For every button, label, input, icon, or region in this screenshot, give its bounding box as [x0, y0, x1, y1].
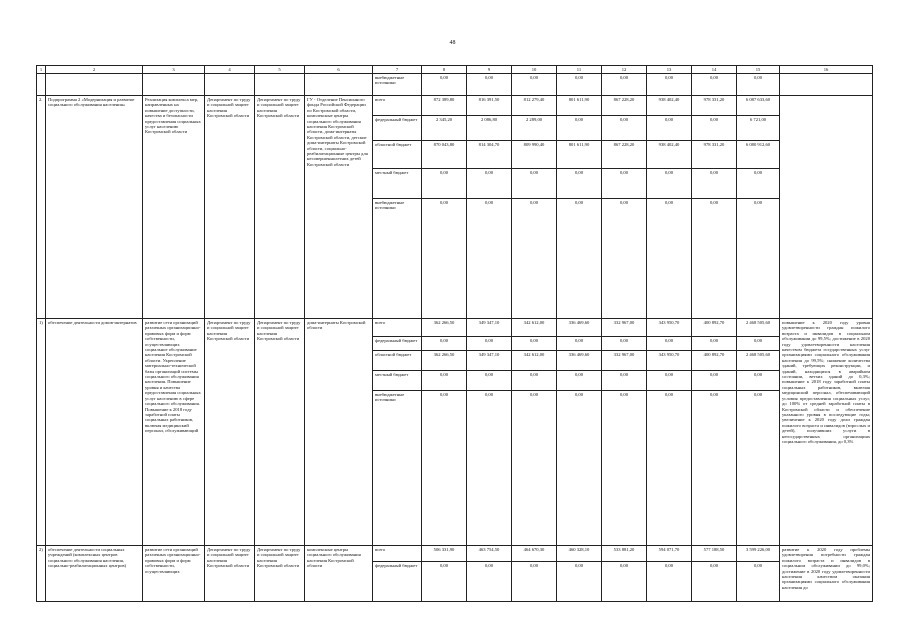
- funding-source: внебюджетные источники: [373, 199, 422, 319]
- funding-source: областной бюджет: [373, 141, 422, 169]
- amount-cell: 0,00: [647, 74, 692, 96]
- amount-cell: 801 611,90: [557, 141, 602, 169]
- amount-cell: 0,00: [512, 562, 557, 602]
- amount-cell: 0,00: [692, 391, 737, 546]
- amount-cell: 0,00: [602, 371, 647, 391]
- amount-cell: 533 881,20: [602, 546, 647, 562]
- amount-cell: 594 071,70: [647, 546, 692, 562]
- col-num: 12: [602, 66, 647, 74]
- col-num: 14: [692, 66, 737, 74]
- amount-cell: 0,00: [602, 74, 647, 96]
- amount-cell: 938 402,40: [647, 96, 692, 116]
- funding-source: всего: [373, 546, 422, 562]
- funding-source: областной бюджет: [373, 351, 422, 371]
- amount-cell: 6 087 633,60: [737, 96, 780, 116]
- amount-cell: 0,00: [647, 562, 692, 602]
- funding-source: федеральный бюджет: [373, 337, 422, 351]
- amount-cell: 978 331,20: [692, 141, 737, 169]
- amount-cell: 2 345,20: [422, 116, 467, 141]
- amount-cell: 2 289,00: [512, 116, 557, 141]
- amount-cell: 0,00: [647, 391, 692, 546]
- amount-cell: 0,00: [557, 116, 602, 141]
- amount-cell: 0,00: [422, 371, 467, 391]
- amount-cell: 0,00: [422, 74, 467, 96]
- amount-cell: 0,00: [422, 169, 467, 199]
- table-row: [37, 96, 873, 116]
- col-num: 4: [205, 66, 255, 74]
- amount-cell: 0,00: [692, 74, 737, 96]
- amount-cell: 577 188,50: [692, 546, 737, 562]
- amount-cell: 0,00: [557, 562, 602, 602]
- col-num: 10: [512, 66, 557, 74]
- group-coexecutor: Департамент по труду и социальной защите населения Костромской области: [255, 96, 305, 319]
- funding-source: федеральный бюджет: [373, 562, 422, 602]
- group-executor: Департамент по труду и социальной защите населения Костромской области: [205, 319, 255, 546]
- program-table: [36, 65, 873, 602]
- amount-cell: 0,00: [737, 371, 780, 391]
- amount-cell: 0,00: [692, 562, 737, 602]
- amount-cell: 0,00: [467, 371, 512, 391]
- col-num: 2: [46, 66, 143, 74]
- amount-cell: 809 990,40: [512, 141, 557, 169]
- amount-cell: 867 228,20: [602, 96, 647, 116]
- group-number: 2): [37, 546, 46, 602]
- col-num: 15: [737, 66, 780, 74]
- col-num: 3: [143, 66, 205, 74]
- group-recipient: ГУ - Отделение Пенсионного фонда Российской Федерации по Костромской области, комплексные центры социального обслуживания населения Костромской области, дома-интернаты Костромской области, детские дома-интернаты Костромской области, социально-реабилитационные центры для несовершеннолетних детей Костромской области: [305, 96, 373, 319]
- group-goal: развитие сети организаций различных организационно-правовых форм и форм собственности, осуществляющих социальное обслуживание населения Костромской области. Укрепление материально-технической базы организаций системы социального обслуживания населения. Повышение уровня и качества предоставления социальных услуг населению в сфере социального обслуживания. Повышение к 2018 году заработной платы социальных работников, включая медицинский персонал, обслуживающий: [143, 319, 205, 546]
- group-coexecutor: Департамент по труду и социальной защите населения Костромской области: [255, 546, 305, 602]
- amount-cell: 867 228,20: [602, 141, 647, 169]
- amount-cell: 0,00: [602, 116, 647, 141]
- amount-cell: 2 086,80: [467, 116, 512, 141]
- funding-source: местный бюджет: [373, 169, 422, 199]
- amount-cell: 0,00: [737, 391, 780, 546]
- amount-cell: 463 754,50: [467, 546, 512, 562]
- amount-cell: 812 279,40: [512, 96, 557, 116]
- amount-cell: 336 469,60: [557, 319, 602, 337]
- amount-cell: 0,00: [602, 562, 647, 602]
- amount-cell: 332 967,00: [602, 319, 647, 337]
- continued-row: [37, 74, 873, 96]
- funding-source: внебюджетные источники: [373, 391, 422, 546]
- amount-cell: 0,00: [422, 562, 467, 602]
- amount-cell: 0,00: [557, 391, 602, 546]
- amount-cell: 0,00: [602, 169, 647, 199]
- col-num: 11: [557, 66, 602, 74]
- amount-cell: 0,00: [602, 199, 647, 319]
- amount-cell: 0,00: [422, 337, 467, 351]
- col-num: 13: [647, 66, 692, 74]
- amount-cell: 0,00: [692, 371, 737, 391]
- amount-cell: 0,00: [512, 199, 557, 319]
- group-number: 2.: [37, 96, 46, 319]
- amount-cell: 0,00: [557, 169, 602, 199]
- amount-cell: 816 391,50: [467, 96, 512, 116]
- page-number: 48: [449, 40, 456, 46]
- amount-cell: 0,00: [692, 199, 737, 319]
- amount-cell: 332 967,00: [602, 351, 647, 371]
- amount-cell: 0,00: [512, 391, 557, 546]
- group-goal: развитие сети организаций различных организационно-правовых форм и форм собственности, осуществляющих: [143, 546, 205, 602]
- expected-result: [780, 96, 873, 319]
- amount-cell: 0,00: [602, 337, 647, 351]
- amount-cell: 0,00: [692, 169, 737, 199]
- amount-cell: 342 612,00: [512, 351, 557, 371]
- amount-cell: 0,00: [647, 337, 692, 351]
- col-num: 1: [37, 66, 46, 74]
- group-executor: Департамент по труду и социальной защите населения Костромской области: [205, 96, 255, 319]
- col-num: 7: [373, 66, 422, 74]
- funding-source: всего: [373, 96, 422, 116]
- amount-cell: 362 266,50: [422, 319, 467, 337]
- amount-cell: 0,00: [467, 169, 512, 199]
- amount-cell: 0,00: [737, 169, 780, 199]
- group-coexecutor: Департамент по труду и социальной защите населения Костромской области: [255, 319, 305, 546]
- amount-cell: 0,00: [512, 371, 557, 391]
- col-num: 16: [780, 66, 873, 74]
- amount-cell: 0,00: [557, 337, 602, 351]
- funding-source: внебюджетные источники: [373, 74, 422, 96]
- funding-source: всего: [373, 319, 422, 337]
- amount-cell: 938 402,40: [647, 141, 692, 169]
- amount-cell: 0,00: [467, 562, 512, 602]
- amount-cell: 0,00: [602, 391, 647, 546]
- amount-cell: 872 389,80: [422, 96, 467, 116]
- amount-cell: 2 468 505,60: [737, 319, 780, 337]
- amount-cell: 978 331,20: [692, 96, 737, 116]
- amount-cell: 0,00: [512, 337, 557, 351]
- funding-source: местный бюджет: [373, 371, 422, 391]
- amount-cell: 814 304,70: [467, 141, 512, 169]
- amount-cell: 460 328,10: [557, 546, 602, 562]
- amount-cell: 343 950,70: [647, 319, 692, 337]
- amount-cell: 349 347,10: [467, 319, 512, 337]
- amount-cell: 362 266,50: [422, 351, 467, 371]
- amount-cell: 0,00: [557, 199, 602, 319]
- amount-cell: 870 043,80: [422, 141, 467, 169]
- amount-cell: 0,00: [467, 391, 512, 546]
- amount-cell: 801 611,90: [557, 96, 602, 116]
- amount-cell: 400 892,70: [692, 319, 737, 337]
- amount-cell: 0,00: [692, 337, 737, 351]
- group-name: обеспечение деятельности социальных учреждений (комплексных центров социального обслуживания населения, социально-реабилитационных центров): [46, 546, 143, 602]
- col-num: 6: [305, 66, 373, 74]
- column-number-row: [37, 66, 873, 74]
- amount-cell: 3 599 226,00: [737, 546, 780, 562]
- group-executor: Департамент по труду и социальной защите населения Костромской области: [205, 546, 255, 602]
- amount-cell: 0,00: [512, 74, 557, 96]
- amount-cell: 0,00: [647, 116, 692, 141]
- amount-cell: 0,00: [647, 199, 692, 319]
- amount-cell: 0,00: [647, 169, 692, 199]
- amount-cell: 2 468 505,60: [737, 351, 780, 371]
- amount-cell: 0,00: [467, 199, 512, 319]
- group-name: Подпрограмма 2 «Модернизация и развитие социального обслуживания населения»: [46, 96, 143, 319]
- group-recipient: дома-интернаты Костромской области: [305, 319, 373, 546]
- amount-cell: 0,00: [692, 116, 737, 141]
- amount-cell: 0,00: [737, 337, 780, 351]
- group-name: обеспечение деятельности домов-интернатов: [46, 319, 143, 546]
- amount-cell: 342 612,00: [512, 319, 557, 337]
- amount-cell: 6 080 912,60: [737, 141, 780, 169]
- amount-cell: 0,00: [467, 337, 512, 351]
- group-recipient: комплексные центры социального обслуживания населения Костромской области: [305, 546, 373, 602]
- amount-cell: 0,00: [647, 371, 692, 391]
- group-goal: Реализация комплекса мер, направленных на повышение доступности, качества и безопасности предоставления социальных услуг населению Костромской области: [143, 96, 205, 319]
- amount-cell: 336 469,60: [557, 351, 602, 371]
- amount-cell: 0,00: [557, 74, 602, 96]
- amount-cell: 0,00: [737, 562, 780, 602]
- amount-cell: 506 331,90: [422, 546, 467, 562]
- amount-cell: 343 950,70: [647, 351, 692, 371]
- amount-cell: 464 670,30: [512, 546, 557, 562]
- table-row: [37, 546, 873, 562]
- funding-source: федеральный бюджет: [373, 116, 422, 141]
- amount-cell: 400 892,70: [692, 351, 737, 371]
- col-num: 9: [467, 66, 512, 74]
- group-number: 1): [37, 319, 46, 546]
- amount-cell: 0,00: [557, 371, 602, 391]
- amount-cell: 0,00: [467, 74, 512, 96]
- amount-cell: 0,00: [422, 391, 467, 546]
- expected-result: повышение к 2020 году уровня удовлетворенности граждан пожилого возраста и инвалидов в социальном обслуживании до 99,5%; достижение в 2020 году удовлетворенности населения качеством бюджета государственных услуг организациями социального обслуживания населения до 99,5%; снижение количества зданий, требующих реконструкции, и зданий, находящихся в аварийном состоянии, ветхих зданий до 0,3%; повышение к 2018 году заработной платы социальных работников, включая медицинский персонал, обеспечивающий условия предоставления социальных услуг, до 100% от средней заработной платы в Костромской области и обеспечение указанного уровня в последующие годы; увеличение к 2020 году доли граждан пожилого возраста и инвалидов (взрослых и детей), получивших услуги в негосударственных организациях социального обслуживания, до 0,3%: [780, 319, 873, 546]
- table-row: [37, 319, 873, 337]
- amount-cell: 0,00: [422, 199, 467, 319]
- expected-result: развитие к 2020 году проблемы удовлетворения потребности граждан пожилого возраста и инвалидов в социальном обслуживании до 99,0%; достижение в 2020 году удовлетворенности населения качеством оказания организациями социального обслуживания населения до: [780, 546, 873, 602]
- col-num: 8: [422, 66, 467, 74]
- amount-cell: 6 721,00: [737, 116, 780, 141]
- amount-cell: 0,00: [737, 199, 780, 319]
- col-num: 5: [255, 66, 305, 74]
- amount-cell: 349 347,10: [467, 351, 512, 371]
- amount-cell: 0,00: [737, 74, 780, 96]
- amount-cell: 0,00: [512, 169, 557, 199]
